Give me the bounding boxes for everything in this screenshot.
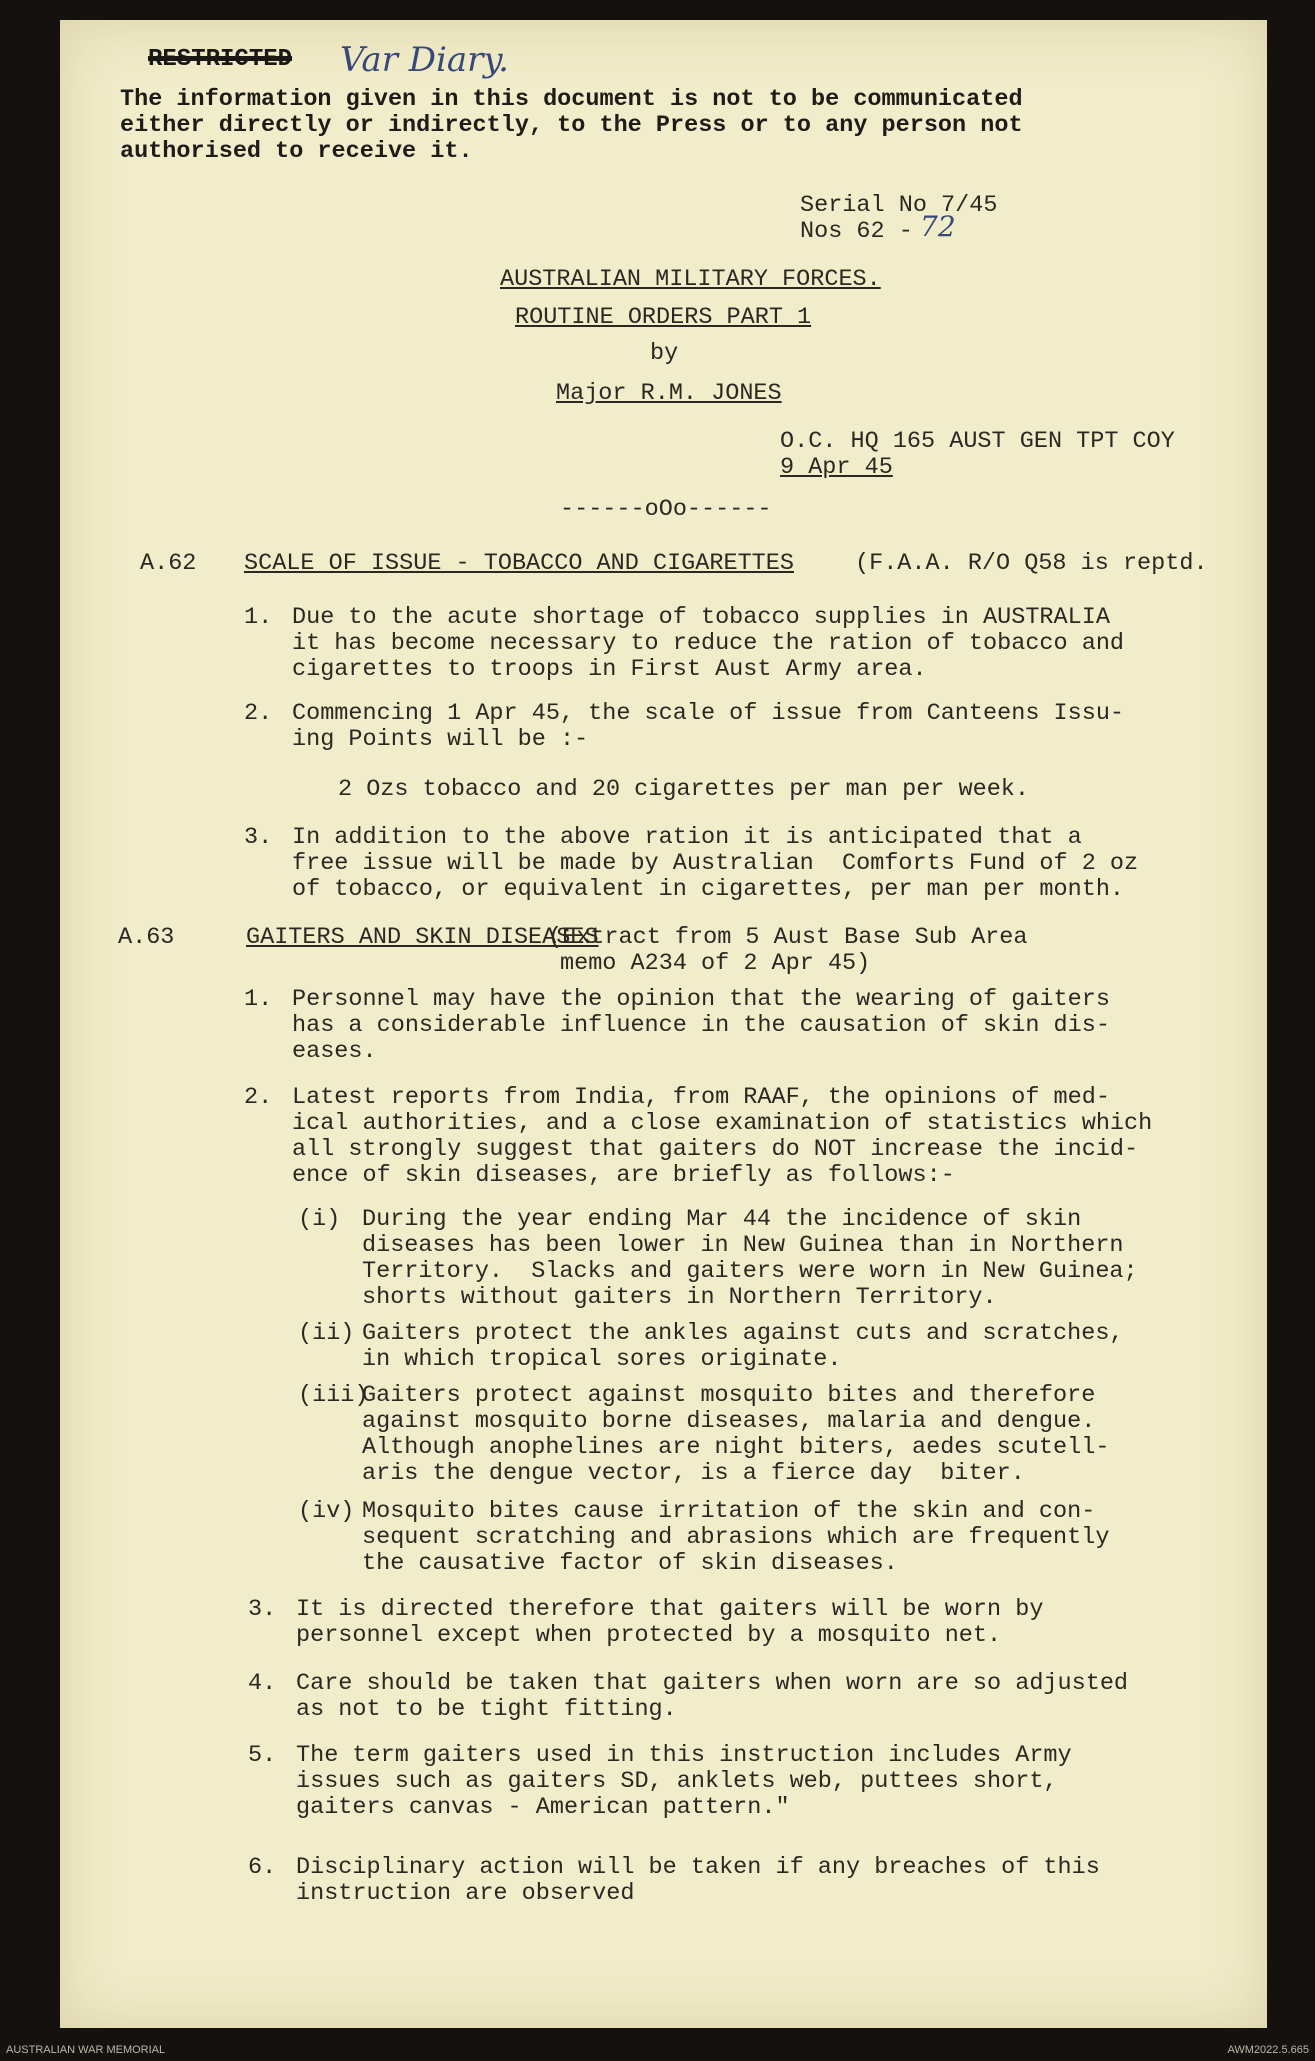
document-page	[60, 20, 1267, 2028]
subitem-line: in which tropical sores originate.	[362, 1346, 842, 1373]
paragraph-line: Care should be taken that gaiters when worn are so adjusted	[296, 1670, 1129, 1697]
officer-name: Major R.M. JONES	[556, 380, 782, 407]
subitem-line: Although anophelines are night biters, aedes scutell-	[362, 1434, 1110, 1461]
subitem-line: Territory. Slacks and gaiters were worn in New Guinea;	[362, 1258, 1138, 1285]
unit-name: O.C. HQ 165 AUST GEN TPT COY	[780, 428, 1175, 455]
paragraph-line: ence of skin diseases, are briefly as follows:-	[292, 1162, 955, 1189]
order-heading-note: memo A234 of 2 Apr 45)	[560, 950, 871, 977]
paragraph-number: 6.	[248, 1854, 277, 1881]
order-heading-note: (F.A.A. R/O Q58 is reptd.	[855, 550, 1208, 577]
paragraph-number: 1.	[244, 986, 273, 1013]
warning-line: either directly or indirectly, to the Press or to any person not	[120, 112, 1023, 139]
handwritten-war-diary-note: Var Diary.	[340, 40, 509, 80]
paragraph-number: 3.	[244, 824, 273, 851]
paragraph-line: as not to be tight fitting.	[296, 1696, 677, 1723]
order-heading-note: (Extract from 5 Aust Base Sub Area	[548, 924, 1028, 951]
serial-number: Serial No 7/45	[800, 192, 998, 219]
paragraph-line: issues such as gaiters SD, anklets web, puttees short,	[296, 1768, 1058, 1795]
paragraph-line: instruction are observed	[296, 1880, 635, 1907]
subitem-line: sequent scratching and abrasions which are frequently	[362, 1524, 1110, 1551]
paragraph-line: ing Points will be :-	[292, 726, 589, 753]
paragraph-line: free issue will be made by Australian Comforts Fund of 2 oz	[292, 850, 1139, 877]
handwritten-order-number: 72	[920, 210, 956, 243]
restricted-stamp: RESTRICTED	[148, 46, 293, 73]
paragraph-line: The term gaiters used in this instruction includes Army	[296, 1742, 1072, 1769]
subitem-line: aris the dengue vector, is a fierce day biter.	[362, 1460, 1025, 1487]
order-number: A.62	[140, 550, 197, 577]
paragraph-line: it has become necessary to reduce the ration of tobacco and	[292, 630, 1125, 657]
document-title: AUSTRALIAN MILITARY FORCES.	[500, 266, 881, 293]
paragraph-number: 4.	[248, 1670, 277, 1697]
divider: ------oOo------	[560, 496, 772, 523]
order-heading: GAITERS AND SKIN DISEASES	[246, 924, 599, 951]
subitem-line: against mosquito borne diseases, malaria and dengue.	[362, 1408, 1096, 1435]
paragraph-line: Commencing 1 Apr 45, the scale of issue from Canteens Issu-	[292, 700, 1125, 727]
paragraph-number: 1.	[244, 604, 273, 631]
footer-archive-name: AUSTRALIAN WAR MEMORIAL	[6, 2044, 166, 2056]
subitem-line: Gaiters protect against mosquito bites and therefore	[362, 1382, 1096, 1409]
subitem-number: (iii)	[298, 1382, 369, 1409]
paragraph-number: 2.	[244, 700, 273, 727]
paragraph-line: eases.	[292, 1038, 377, 1065]
paragraph-line: Due to the acute shortage of tobacco supplies in AUSTRALIA	[292, 604, 1110, 631]
paragraph-line: of tobacco, or equivalent in cigarettes, per man per month.	[292, 876, 1125, 903]
subitem-line: shorts without gaiters in Northern Territory.	[362, 1284, 997, 1311]
paragraph-number: 3.	[248, 1596, 277, 1623]
paragraph-line: In addition to the above ration it is anticipated that a	[292, 824, 1082, 851]
paragraph-line: cigarettes to troops in First Aust Army area.	[292, 656, 927, 683]
paragraph-line: Personnel may have the opinion that the wearing of gaiters	[292, 986, 1110, 1013]
paragraph-line: all strongly suggest that gaiters do NOT increase the incid-	[292, 1136, 1139, 1163]
ration-scale: 2 Ozs tobacco and 20 cigarettes per man per week.	[338, 776, 1030, 803]
paragraph-line: ical authorities, and a close examination of statistics which	[292, 1110, 1153, 1137]
paragraph-line: gaiters canvas - American pattern."	[296, 1794, 790, 1821]
paragraph-line: Latest reports from India, from RAAF, the opinions of med-	[292, 1084, 1110, 1111]
paragraph-line: personnel except when protected by a mosquito net.	[296, 1622, 1002, 1649]
paragraph-number: 5.	[248, 1742, 277, 1769]
paragraph-line: Disciplinary action will be taken if any breaches of this	[296, 1854, 1100, 1881]
by-line: by	[650, 340, 679, 367]
warning-line: authorised to receive it.	[120, 138, 473, 165]
order-numbers: Nos 62 -	[800, 218, 913, 245]
subitem-line: diseases has been lower in New Guinea than in Northern	[362, 1232, 1124, 1259]
subitem-number: (ii)	[298, 1320, 355, 1347]
warning-line: The information given in this document is not to be communicated	[120, 86, 1023, 113]
subitem-number: (iv)	[298, 1498, 355, 1525]
subitem-number: (i)	[298, 1206, 341, 1233]
paragraph-line: It is directed therefore that gaiters will be worn by	[296, 1596, 1044, 1623]
subitem-line: Mosquito bites cause irritation of the skin and con-	[362, 1498, 1096, 1525]
subitem-line: the causative factor of skin diseases.	[362, 1550, 898, 1577]
order-number: A.63	[118, 924, 175, 951]
paragraph-line: has a considerable influence in the causation of skin dis-	[292, 1012, 1110, 1039]
footer-accession-number: AWM2022.5.665	[1227, 2044, 1309, 2056]
document-subtitle: ROUTINE ORDERS PART 1	[515, 304, 812, 331]
order-heading: SCALE OF ISSUE - TOBACCO AND CIGARETTES	[244, 550, 794, 577]
paragraph-number: 2.	[244, 1084, 273, 1111]
subitem-line: Gaiters protect the ankles against cuts and scratches,	[362, 1320, 1124, 1347]
order-date: 9 Apr 45	[780, 454, 893, 481]
subitem-line: During the year ending Mar 44 the incidence of skin	[362, 1206, 1082, 1233]
